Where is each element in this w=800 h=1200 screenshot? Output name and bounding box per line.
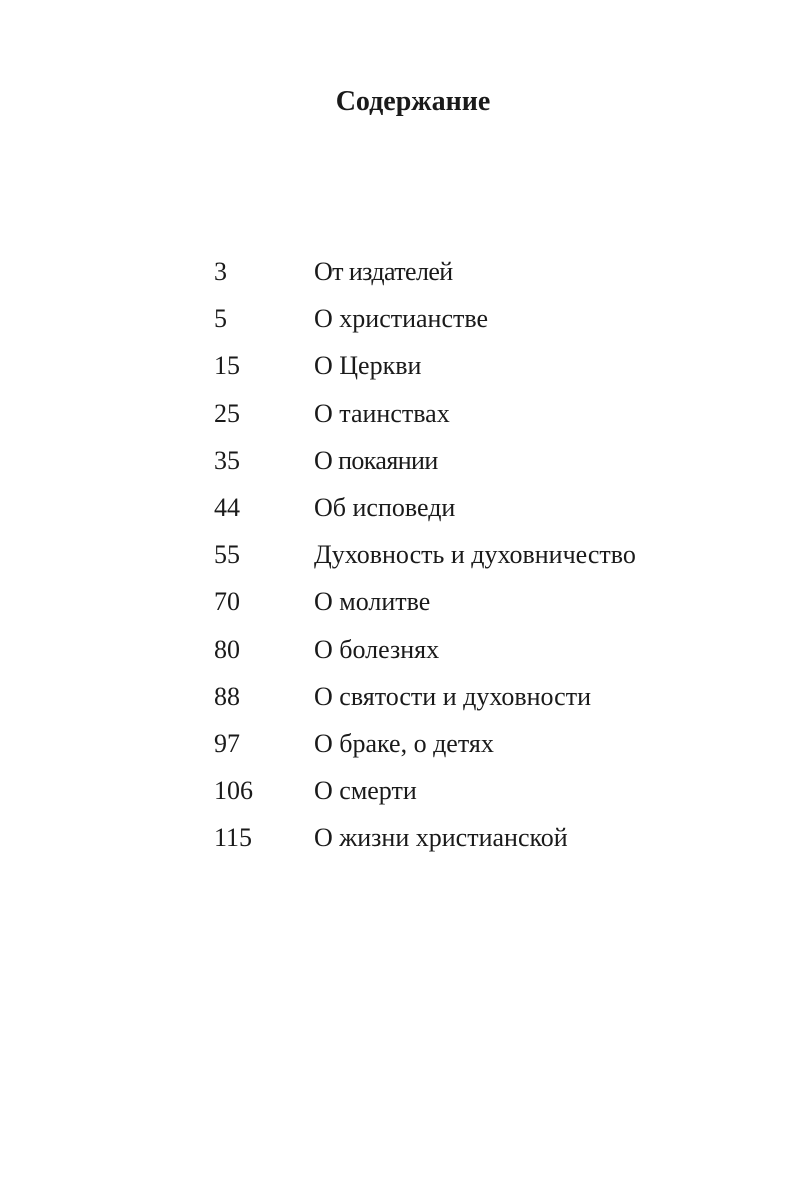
page-title: Содержание xyxy=(335,86,491,117)
toc-entry xyxy=(214,349,774,396)
toc-entry-title: О таинствах xyxy=(314,398,450,428)
toc-page-number: 25 xyxy=(214,398,240,428)
toc-entry-title: О молитве xyxy=(314,587,431,617)
toc-entry xyxy=(214,302,774,349)
toc-entry-title: Об исповеди xyxy=(314,492,456,522)
toc-page-number: 115 xyxy=(214,823,253,853)
toc-entry-title: О христианстве xyxy=(314,304,489,334)
toc-page-number: 55 xyxy=(214,540,240,570)
toc-page-number: 44 xyxy=(214,492,240,522)
toc-entry-title: О святости и духовности xyxy=(314,681,591,711)
toc-entry xyxy=(214,491,774,538)
toc-entry-title: О болезнях xyxy=(314,634,440,664)
toc-entry xyxy=(214,444,774,491)
toc-page-number: 15 xyxy=(214,351,240,381)
toc-entry xyxy=(214,680,774,727)
toc-entry xyxy=(214,255,774,302)
toc-page-number: 97 xyxy=(214,728,240,758)
toc-entry xyxy=(214,585,774,632)
toc-entry-title: Духовность и духовничество xyxy=(314,540,636,570)
toc-entry-title: О жизни христианской xyxy=(314,823,568,853)
toc-entry xyxy=(214,774,774,821)
toc-page-number: 88 xyxy=(214,681,240,711)
toc-entry-title: От издателей xyxy=(314,257,453,286)
toc-entry xyxy=(214,821,774,868)
toc-entry-title: О браке, о детях xyxy=(314,728,494,758)
toc-entry xyxy=(214,633,774,680)
toc-entry xyxy=(214,397,774,444)
toc-page-number: 80 xyxy=(214,634,240,664)
toc-entry-title: О покаянии xyxy=(314,445,438,475)
toc-entry xyxy=(214,538,774,585)
toc-entry-title: О смерти xyxy=(314,776,417,806)
table-of-contents xyxy=(214,255,774,868)
toc-entry-title: О Церкви xyxy=(314,351,422,381)
toc-page-number: 70 xyxy=(214,587,240,617)
toc-page-number: 3 xyxy=(214,257,227,286)
toc-page-number: 5 xyxy=(214,304,227,334)
toc-page-number: 35 xyxy=(214,445,240,475)
toc-entry xyxy=(214,727,774,774)
toc-page-number: 106 xyxy=(214,776,253,806)
